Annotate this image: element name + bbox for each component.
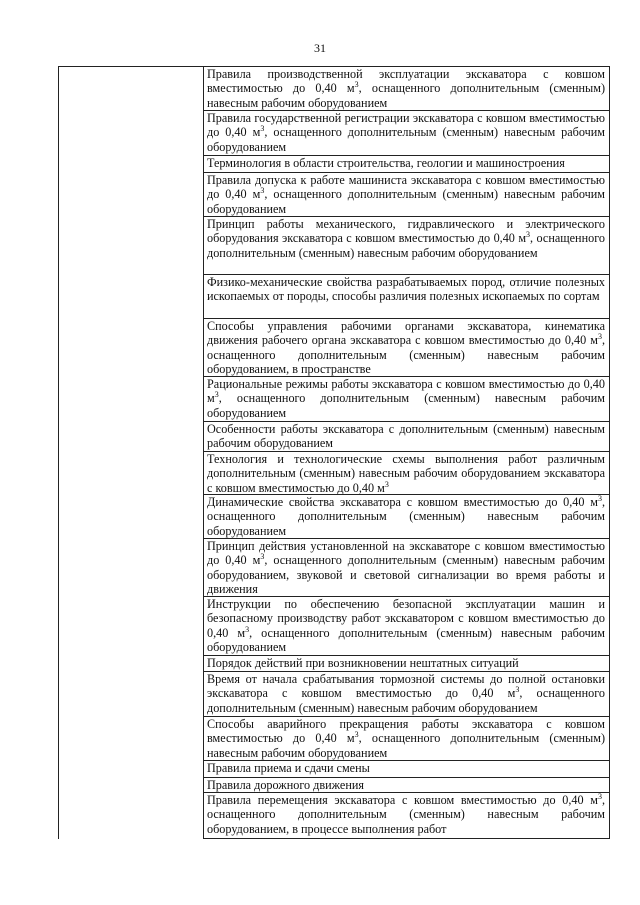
table-row: Правила перемещения экскаватора с ковшом вместимостью до 0,40 $м^3$, оснащенного дополнительным (сменным) навесным рабочим оборудованием, в процессе выполнения работ — [204, 793, 610, 839]
table-row: Принцип действия установленной на экскаваторе с ковшом вместимостью до 0,40 $м^3$, оснащенного дополнительным (сменным) навесным рабочим оборудованием, звуковой и световой сигнализации во время работы и движения — [204, 539, 610, 597]
table-row: Принцип работы механического, гидравлического и электрического оборудования экскаватора с ковшом вместимостью до 0,40 $м^3$, оснащенного дополнительным (сменным) навесным рабочим оборудованием — [204, 217, 610, 275]
table-row: Технология и технологические схемы выполнения работ различным дополнительным (сменным) навесным рабочим оборудованием экскаватора с ковшом вместимостью до 0,40 $м^3$ — [204, 452, 610, 495]
table-row: Способы аварийного прекращения работы экскаватора с ковшом вместимостью до 0,40 $м^3$, оснащенного дополнительным (сменным) навесным рабочим оборудованием — [204, 717, 610, 761]
table-row: Динамические свойства экскаватора с ковшом вместимостью до 0,40 $м^3$, оснащенного дополнительным (сменным) навесным рабочим оборудованием — [204, 495, 610, 539]
table-row: Физико-механические свойства разрабатываемых пород, отличие полезных ископаемых от породы, способы различия полезных ископаемых по сортам — [204, 275, 610, 319]
table-row: Время от начала срабатывания тормозной системы до полной остановки экскаватора с ковшом вместимостью до 0,40 $м^3$, оснащенного дополнительным (сменным) навесным рабочим оборудованием — [204, 672, 610, 717]
table-row: Правила приема и сдачи смены — [204, 761, 610, 778]
knowledge-table — [58, 66, 610, 839]
table-row: Рациональные режимы работы экскаватора с ковшом вместимостью до 0,40 $м^3$, оснащенного дополнительным (сменным) навесным рабочим оборудованием — [204, 377, 610, 422]
page-number: 31 — [314, 41, 326, 55]
table-row: Порядок действий при возникновении нештатных ситуаций — [204, 656, 610, 672]
table-left-column — [59, 67, 204, 839]
table-row: Правила допуска к работе машиниста экскаватора с ковшом вместимостью до 0,40 $м^3$, оснащенного дополнительным (сменным) навесным рабочим оборудованием — [204, 173, 610, 217]
table-row: Терминология в области строительства, геологии и машиностроения — [204, 156, 610, 173]
table-row: Правила производственной эксплуатации экскаватора с ковшом вместимостью до 0,40 $м^3$, оснащенного дополнительным (сменным) навесным рабочим оборудованием — [204, 67, 610, 111]
table-row: Особенности работы экскаватора с дополнительным (сменным) навесным рабочим оборудованием — [204, 422, 610, 452]
table-row: Инструкции по обеспечению безопасной эксплуатации машин и безопасному производству работ экскаватором с ковшом вместимостью до 0,40 $м^3$, оснащенного дополнительным (сменным) навесным рабочим оборудованием — [204, 597, 610, 656]
table-row: Правила дорожного движения — [204, 778, 610, 793]
table-row: Правила государственной регистрации экскаватора с ковшом вместимостью до 0,40 $м^3$, оснащенного дополнительным (сменным) навесным рабочим оборудованием — [204, 111, 610, 156]
table-row: Способы управления рабочими органами экскаватора, кинематика движения рабочего органа экскаватора с ковшом вместимостью до 0,40 $м^3$, оснащенного дополнительным (сменным) навесным рабочим оборудованием, в пространстве — [204, 319, 610, 377]
table-right-column — [204, 67, 610, 839]
